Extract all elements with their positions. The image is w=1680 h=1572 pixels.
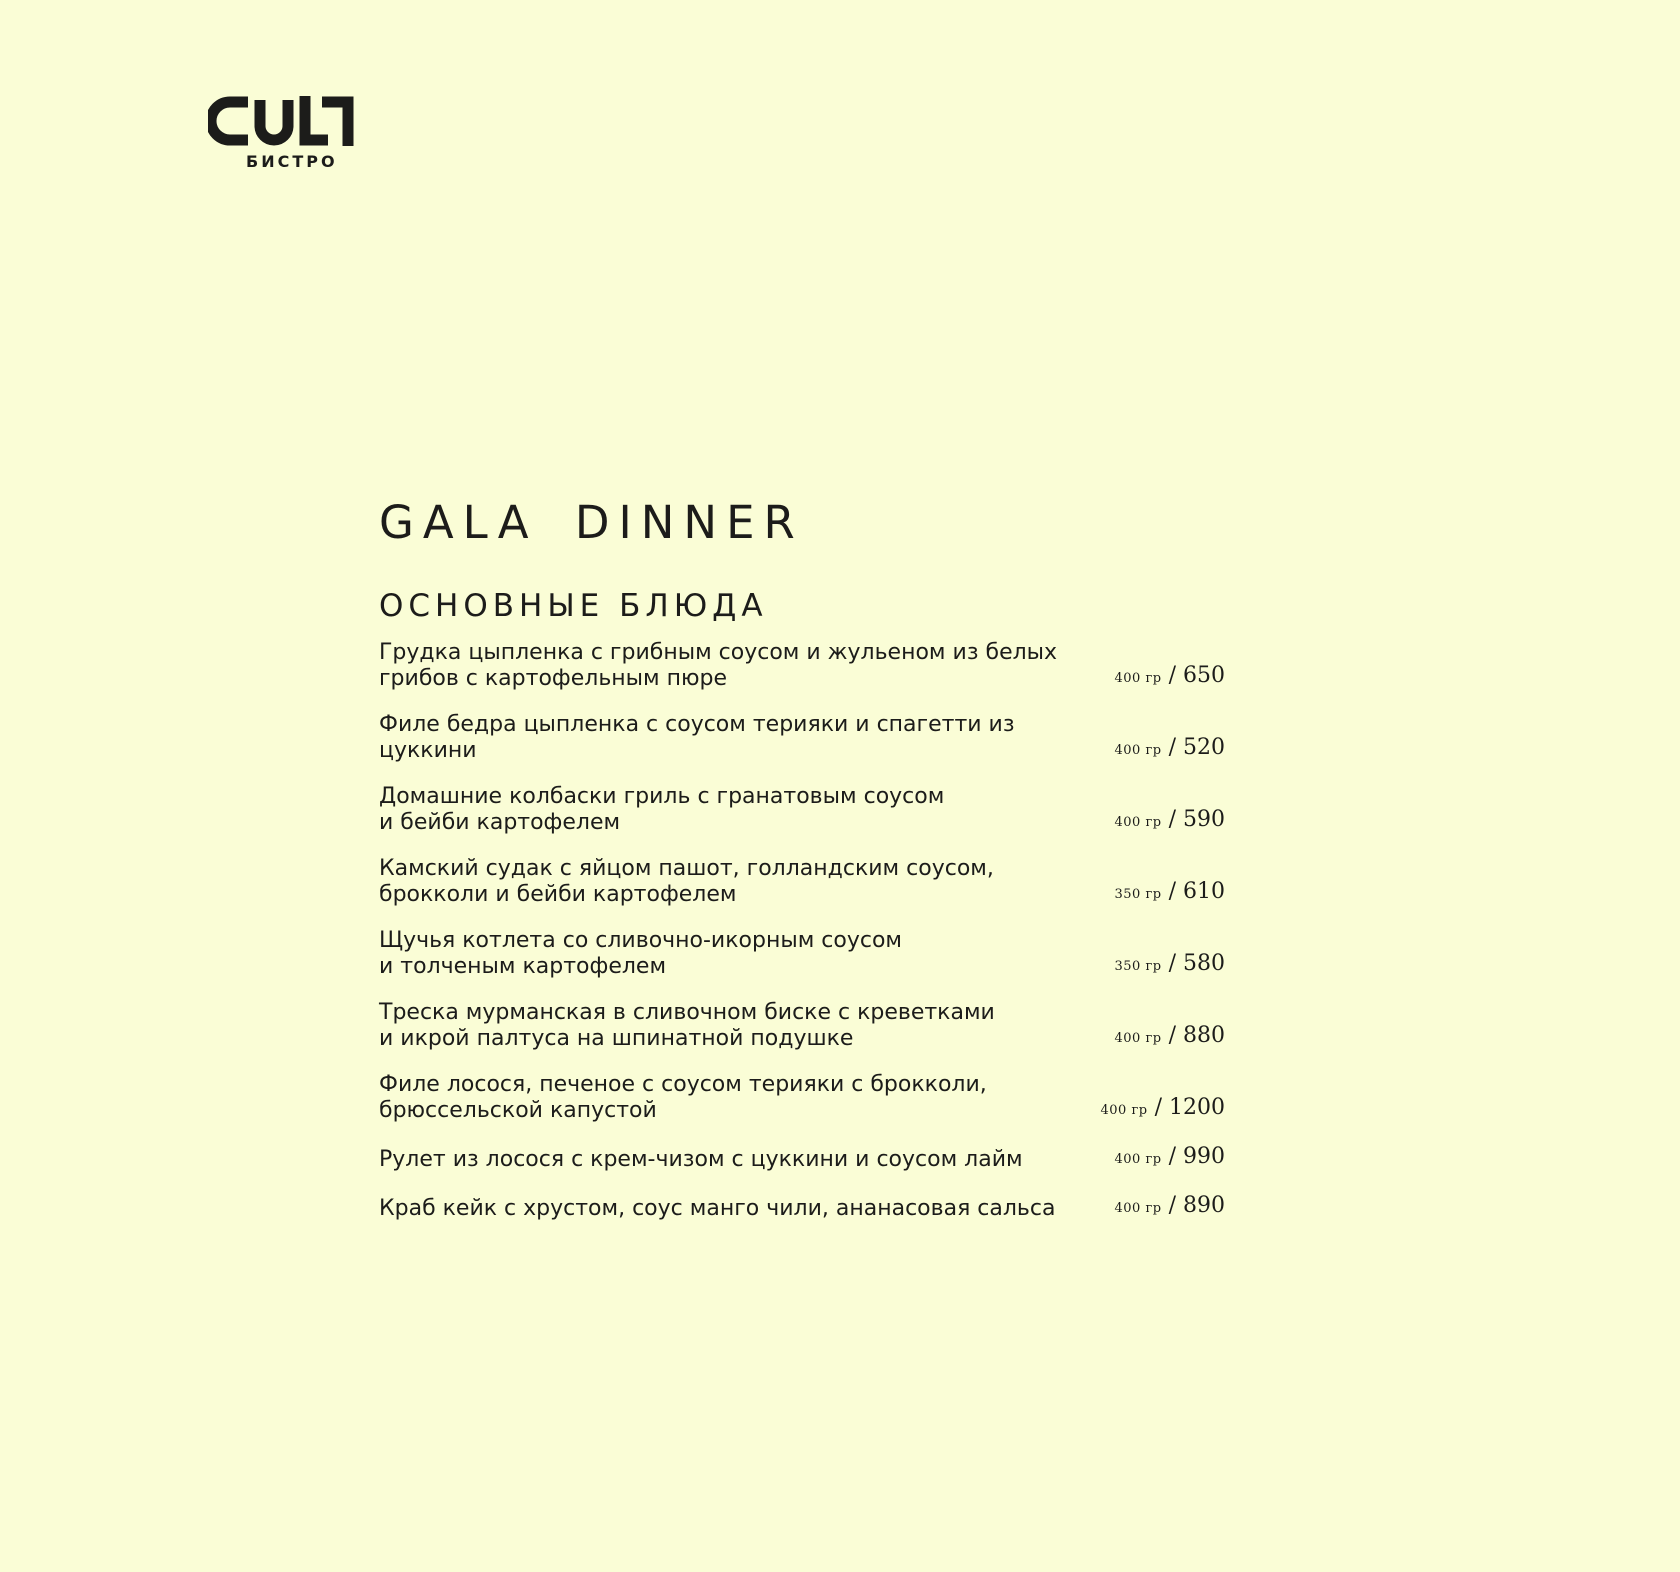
menu-item-price-group bbox=[1115, 1144, 1225, 1173]
menu-item-weight: 400 гр bbox=[1114, 671, 1162, 686]
menu-item-weight: 400 гр bbox=[1114, 1152, 1162, 1167]
menu-block bbox=[379, 496, 1225, 1242]
menu-item-price-group bbox=[1115, 1023, 1225, 1052]
menu-item bbox=[379, 1193, 1225, 1222]
menu-title: GALA DINNER bbox=[379, 496, 804, 549]
menu-item bbox=[379, 712, 1225, 764]
menu-item-price: 580 bbox=[1183, 951, 1225, 976]
menu-item-price-group bbox=[1115, 735, 1225, 764]
menu-item-price-group bbox=[1115, 807, 1225, 836]
menu-item-name: Камский судак с яйцом пашот, голландским соусом, брокколи и бейби картофелем bbox=[379, 856, 994, 907]
menu-item-price: 650 bbox=[1183, 663, 1225, 688]
price-separator: / bbox=[1161, 951, 1183, 976]
brand-subtitle: БИСТРО bbox=[246, 152, 338, 171]
cult-logo-mark bbox=[208, 96, 358, 148]
price-separator: / bbox=[1161, 807, 1183, 832]
menu-item-price: 590 bbox=[1183, 807, 1225, 832]
price-separator: / bbox=[1161, 1144, 1183, 1169]
menu-item-list bbox=[379, 640, 1225, 1222]
menu-item-name: Краб кейк с хрустом, соус манго чили, ананасовая сальса bbox=[379, 1196, 1056, 1221]
menu-item-price: 610 bbox=[1183, 879, 1225, 904]
price-separator: / bbox=[1161, 1023, 1183, 1048]
menu-item-weight: 400 гр bbox=[1114, 743, 1162, 758]
price-separator: / bbox=[1161, 879, 1183, 904]
brand-logo bbox=[208, 96, 358, 176]
menu-item-price: 990 bbox=[1183, 1144, 1225, 1169]
price-separator: / bbox=[1161, 663, 1183, 688]
menu-item-weight: 400 гр bbox=[1100, 1103, 1148, 1118]
menu-item bbox=[379, 1000, 1225, 1052]
menu-item-price-group bbox=[1101, 1095, 1225, 1124]
menu-item-price: 520 bbox=[1183, 735, 1225, 760]
menu-item bbox=[379, 856, 1225, 908]
menu-item-name: Рулет из лосося с крем-чизом с цуккини и соусом лайм bbox=[379, 1147, 1023, 1172]
menu-item-price-group bbox=[1115, 951, 1225, 980]
menu-item bbox=[379, 640, 1225, 692]
menu-item-price: 890 bbox=[1183, 1193, 1225, 1218]
menu-item-price: 880 bbox=[1183, 1023, 1225, 1048]
menu-item-name: Щучья котлета со сливочно-икорным соусом и толченым картофелем bbox=[379, 928, 903, 979]
menu-item-weight: 400 гр bbox=[1114, 1031, 1162, 1046]
menu-item bbox=[379, 1072, 1225, 1124]
price-separator: / bbox=[1147, 1095, 1169, 1120]
menu-item bbox=[379, 1144, 1225, 1173]
menu-item-price-group bbox=[1115, 663, 1225, 692]
menu-item bbox=[379, 784, 1225, 836]
menu-item-name: Филе лосося, печеное с соусом терияки с брокколи, брюссельской капустой bbox=[379, 1072, 987, 1123]
menu-item-weight: 400 гр bbox=[1114, 815, 1162, 830]
section-title: ОСНОВНЫЕ БЛЮДА bbox=[379, 588, 768, 624]
menu-item-price: 1200 bbox=[1169, 1095, 1225, 1120]
menu-item-name: Филе бедра цыпленка с соусом терияки и спагетти из цуккини bbox=[379, 712, 1015, 763]
menu-item-price-group bbox=[1115, 879, 1225, 908]
price-separator: / bbox=[1161, 735, 1183, 760]
price-separator: / bbox=[1161, 1193, 1183, 1218]
menu-item-weight: 350 гр bbox=[1114, 959, 1162, 974]
menu-item-name: Треска мурманская в сливочном биске с креветками и икрой палтуса на шпинатной подушке bbox=[379, 1000, 995, 1051]
menu-item-weight: 350 гр bbox=[1114, 887, 1162, 902]
menu-item-name: Домашние колбаски гриль с гранатовым соусом и бейби картофелем bbox=[379, 784, 945, 835]
menu-item-name: Грудка цыпленка с грибным соусом и жульеном из белых грибов с картофельным пюре bbox=[379, 640, 1058, 691]
menu-item-weight: 400 гр bbox=[1114, 1201, 1162, 1216]
menu-item bbox=[379, 928, 1225, 980]
menu-item-price-group bbox=[1115, 1193, 1225, 1222]
